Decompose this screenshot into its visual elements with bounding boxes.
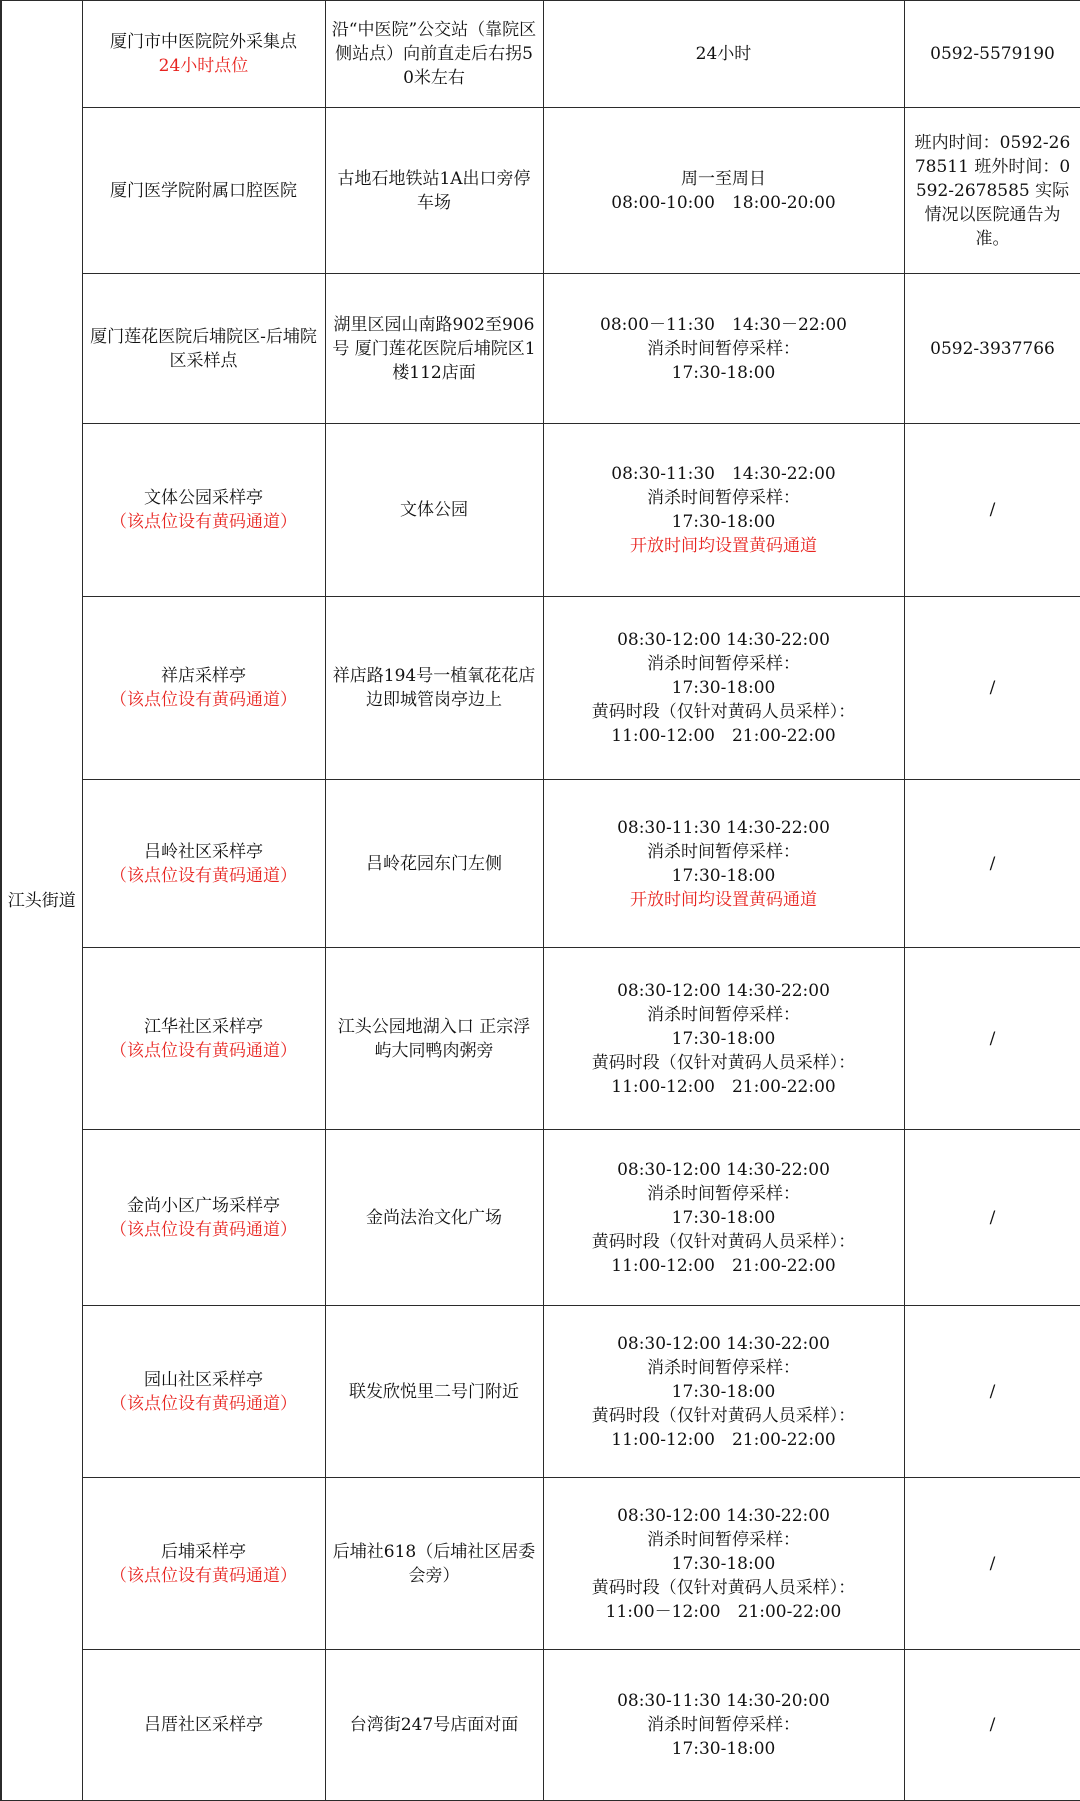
address-text: 台湾街247号店面对面 [349, 1715, 519, 1735]
hours-line: 24小时 [695, 44, 752, 64]
phone-text: / [989, 1715, 996, 1735]
table-body [1, 1, 1080, 1801]
hours-line: 消杀时间暂停采样： [647, 338, 800, 359]
phone-text: 0592-5579190 [930, 44, 1055, 64]
site-name-cell [82, 1306, 325, 1478]
table-row [1, 948, 1080, 1130]
site-note: （该点位设有黄码通道） [110, 690, 297, 710]
table-row [1, 780, 1080, 948]
table-row [1, 1478, 1080, 1650]
hours-line: 08:30-12:00 14:30-22:00 [617, 1505, 830, 1526]
hours-line: 17:30-18:00 [671, 1381, 776, 1402]
table-row [1, 274, 1080, 424]
table-row [1, 1, 1080, 108]
site-name: 厦门医学院附属口腔医院 [110, 180, 297, 201]
hours-line: 17:30-18:00 [671, 678, 776, 698]
hours-cell [543, 108, 904, 274]
hours-line: 黄码时段（仅针对黄码人员采样）： [591, 702, 856, 722]
hours-line: 消杀时间暂停采样： [647, 488, 800, 508]
site-name-cell [82, 597, 325, 780]
hours-line: 消杀时间暂停采样： [647, 1529, 800, 1550]
site-name-cell [82, 274, 325, 424]
phone-text: / [989, 678, 996, 698]
address-cell [325, 780, 543, 948]
hours-line: 17:30-18:00 [671, 1028, 776, 1049]
phone-text: / [989, 853, 996, 874]
address-text: 后埔社618（后埔社区居委会旁） [332, 1541, 536, 1586]
hours-cell [543, 780, 904, 948]
table-row [1, 1130, 1080, 1306]
hours-line: 黄码时段（仅针对黄码人员采样）： [591, 1405, 856, 1426]
hours-line: 消杀时间暂停采样： [647, 1183, 800, 1204]
phone-cell [904, 1478, 1080, 1650]
phone-cell [904, 424, 1080, 597]
hours-line: 08:30-11:30 14:30-22:00 [617, 817, 830, 838]
address-cell [325, 424, 543, 597]
address-text: 古地石地铁站1A出口旁停车场 [337, 168, 531, 213]
site-name: 江华社区采样亭 [144, 1016, 263, 1037]
address-cell [325, 948, 543, 1130]
phone-text: / [989, 1028, 996, 1049]
address-cell [325, 1130, 543, 1306]
site-name: 后埔采样亭 [161, 1541, 246, 1562]
site-name-cell [82, 1650, 325, 1801]
hours-line: 08:30-12:00 14:30-22:00 [617, 1333, 830, 1354]
hours-cell [543, 1478, 904, 1650]
hours-line: 消杀时间暂停采样： [647, 654, 800, 674]
phone-cell [904, 780, 1080, 948]
site-name: 祥店采样亭 [161, 666, 246, 686]
site-name: 厦门市中医院院外采集点 [110, 32, 297, 52]
hours-line: 17:30-18:00 [671, 362, 776, 383]
hours-line: 08:30-11:30 14:30-20:00 [617, 1691, 830, 1711]
hours-line: 17:30-18:00 [671, 865, 776, 886]
hours-line: 消杀时间暂停采样： [647, 841, 800, 862]
address-cell [325, 1306, 543, 1478]
hours-cell [543, 274, 904, 424]
hours-line: 11:00-12:00 21:00-22:00 [611, 1076, 836, 1097]
phone-text: / [989, 1207, 996, 1228]
hours-line: 11:00-12:00 21:00-22:00 [611, 726, 836, 746]
hours-line: 17:30-18:00 [671, 512, 776, 532]
hours-line: 11:00-12:00 21:00-22:00 [611, 1429, 836, 1450]
hours-cell [543, 1, 904, 108]
site-note: （该点位设有黄码通道） [110, 1565, 297, 1586]
yellow-code-note: 开放时间均设置黄码通道 [630, 889, 817, 910]
site-note: （该点位设有黄码通道） [110, 1393, 297, 1414]
hours-line: 08:30-12:00 14:30-22:00 [617, 1159, 830, 1180]
address-text: 金尚法治文化广场 [366, 1207, 502, 1228]
site-name-cell [82, 424, 325, 597]
hours-line: 08:30-12:00 14:30-22:00 [617, 980, 830, 1001]
table-row [1, 1306, 1080, 1478]
phone-text: / [989, 1381, 996, 1402]
address-text: 江头公园地湖入口 正宗浮屿大同鸭肉粥旁 [337, 1016, 531, 1061]
hours-line: 黄码时段（仅针对黄码人员采样）： [591, 1231, 856, 1252]
hours-line: 黄码时段（仅针对黄码人员采样）： [591, 1052, 856, 1073]
site-name-cell [82, 780, 325, 948]
hours-cell [543, 1130, 904, 1306]
address-text: 文体公园 [400, 500, 468, 520]
address-text: 吕岭花园东门左侧 [366, 853, 502, 874]
hours-line: 消杀时间暂停采样： [647, 1004, 800, 1025]
phone-text: / [989, 500, 996, 520]
site-name: 园山社区采样亭 [144, 1369, 263, 1390]
phone-cell [904, 108, 1080, 274]
site-name: 吕岭社区采样亭 [144, 841, 263, 862]
hours-line: 08:00-10:00 18:00-20:00 [611, 192, 836, 213]
site-note: （该点位设有黄码通道） [110, 865, 297, 886]
phone-cell [904, 1650, 1080, 1801]
phone-text: / [989, 1553, 996, 1574]
street-name: 江头街道 [7, 890, 76, 911]
hours-line: 17:30-18:00 [671, 1207, 776, 1228]
hours-line: 消杀时间暂停采样： [647, 1357, 800, 1378]
address-text: 祥店路194号一植氧花花店边即城管岗亭边上 [332, 666, 536, 710]
site-name: 金尚小区广场采样亭 [127, 1195, 280, 1216]
site-name-cell [82, 108, 325, 274]
address-text: 湖里区园山南路902至906号 厦门莲花医院后埔院区1楼112店面 [332, 314, 536, 383]
hours-line: 17:30-18:00 [671, 1739, 776, 1759]
hours-line: 08:00－11:30 14:30－22:00 [600, 314, 847, 335]
street-name-cell [1, 1, 82, 1801]
hours-line: 08:30-12:00 14:30-22:00 [617, 630, 830, 650]
site-note: （该点位设有黄码通道） [110, 1219, 297, 1240]
site-note: （该点位设有黄码通道） [110, 1040, 297, 1061]
hours-line: 17:30-18:00 [671, 1553, 776, 1574]
phone-cell [904, 1, 1080, 108]
hours-cell [543, 597, 904, 780]
hours-line: 11:00-12:00 21:00-22:00 [611, 1255, 836, 1276]
phone-text: 班内时间：0592-2678511 班外时间：0592-2678585 实际情况以医院通告为准。 [914, 132, 1071, 249]
address-cell [325, 108, 543, 274]
table-row [1, 108, 1080, 274]
address-cell [325, 1, 543, 108]
site-name-cell [82, 1478, 325, 1650]
site-name: 吕厝社区采样亭 [144, 1715, 263, 1735]
hours-line: 11:00－12:00 21:00-22:00 [605, 1601, 842, 1622]
site-name-cell [82, 1, 325, 108]
site-name: 厦门莲花医院后埔院区-后埔院区采样点 [90, 326, 317, 371]
table-row [1, 424, 1080, 597]
phone-cell [904, 1130, 1080, 1306]
hours-cell [543, 1306, 904, 1478]
hours-cell [543, 1650, 904, 1801]
yellow-code-note: 开放时间均设置黄码通道 [630, 536, 817, 556]
hours-line: 黄码时段（仅针对黄码人员采样）： [591, 1577, 856, 1598]
hours-cell [543, 424, 904, 597]
table-row [1, 597, 1080, 780]
phone-text: 0592-3937766 [930, 338, 1055, 359]
site-name: 文体公园采样亭 [144, 488, 263, 508]
site-name-cell [82, 948, 325, 1130]
hours-cell [543, 948, 904, 1130]
phone-cell [904, 597, 1080, 780]
address-cell [325, 597, 543, 780]
phone-cell [904, 274, 1080, 424]
phone-cell [904, 1306, 1080, 1478]
site-note: 24小时点位 [158, 56, 249, 76]
address-text: 沿“中医院”公交站（靠院区侧站点）向前直走后右拐50米左右 [331, 20, 537, 88]
hours-line: 08:30-11:30 14:30-22:00 [611, 464, 836, 484]
table-row [1, 1650, 1080, 1801]
site-note: （该点位设有黄码通道） [110, 512, 297, 532]
site-name-cell [82, 1130, 325, 1306]
hours-line: 消杀时间暂停采样： [647, 1715, 800, 1735]
address-cell [325, 274, 543, 424]
address-cell [325, 1478, 543, 1650]
address-text: 联发欣悦里二号门附近 [349, 1381, 519, 1402]
address-cell [325, 1650, 543, 1801]
hours-line: 周一至周日 [681, 168, 766, 189]
phone-cell [904, 948, 1080, 1130]
